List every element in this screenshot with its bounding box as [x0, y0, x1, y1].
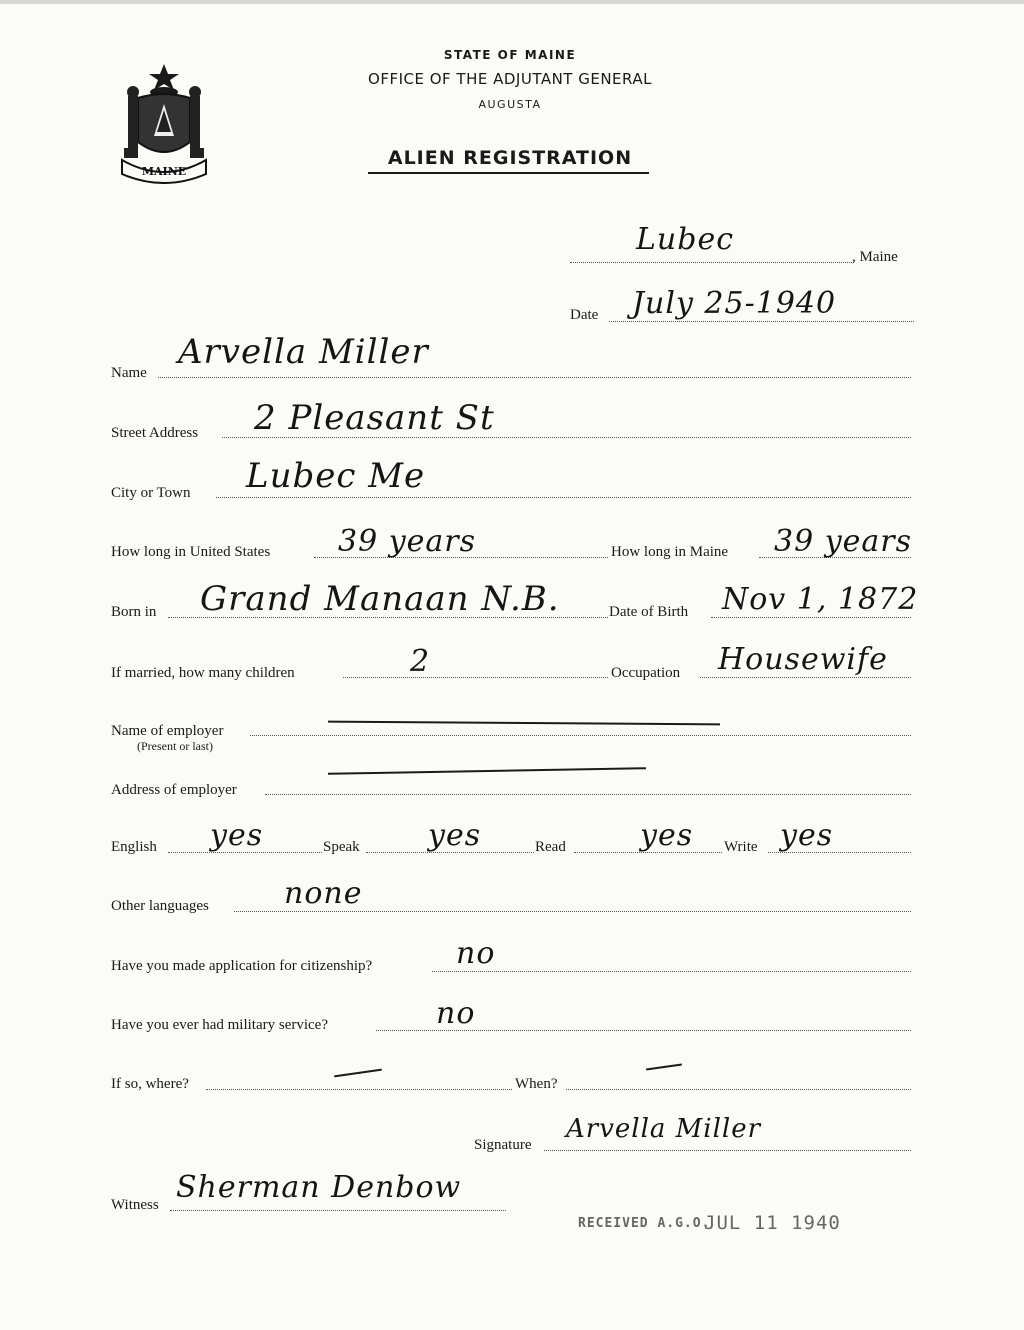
occupation-label: Occupation: [611, 665, 681, 681]
dob-label: Date of Birth: [609, 604, 689, 620]
employer-address-dash: [328, 767, 646, 775]
received-stamp-date: JUL 11 1940: [704, 1212, 841, 1234]
read-label: Read: [535, 839, 566, 855]
form-title: ALIEN REGISTRATION: [387, 147, 633, 169]
children-value: 2: [410, 644, 431, 679]
dob-value: Nov 1, 1872: [722, 582, 919, 617]
signature-value: Arvella Miller: [566, 1114, 762, 1144]
maine-label: How long in Maine: [611, 544, 729, 560]
employer-dash: [328, 721, 720, 726]
military-value: no: [436, 996, 476, 1031]
when-label: When?: [515, 1076, 558, 1092]
witness-value: Sherman Denbow: [176, 1170, 462, 1205]
header-office: OFFICE OF THE ADJUTANT GENERAL: [368, 70, 652, 88]
name-label: Name: [111, 365, 147, 381]
header-state: STATE OF MAINE: [443, 48, 577, 62]
street-value: 2 Pleasant St: [254, 398, 495, 438]
employer-address-label: Address of employer: [111, 782, 237, 798]
when-dash: [646, 1064, 682, 1071]
born-value: Grand Manaan N.B.: [200, 579, 560, 619]
place-suffix: , Maine: [852, 249, 898, 265]
signature-label: Signature: [474, 1137, 532, 1153]
us-label: How long in United States: [111, 544, 271, 560]
place-value: Lubec: [636, 222, 735, 257]
other-languages-label: Other languages: [111, 898, 209, 914]
children-label: If married, how many children: [111, 665, 295, 681]
us-value: 39 years: [338, 524, 477, 559]
speak-value: yes: [428, 818, 482, 853]
city-label: City or Town: [111, 485, 191, 501]
write-value: yes: [780, 818, 834, 853]
occupation-value: Housewife: [718, 642, 888, 677]
svg-text:MAINE: MAINE: [141, 165, 187, 178]
where-dash: [334, 1069, 382, 1078]
date-label: Date: [570, 307, 599, 323]
title-underline: [368, 172, 649, 174]
street-label: Street Address: [111, 425, 199, 441]
witness-label: Witness: [111, 1197, 159, 1213]
born-label: Born in: [111, 604, 157, 620]
citizenship-label: Have you made application for citizenship?: [111, 958, 373, 974]
read-value: yes: [640, 818, 694, 853]
city-value: Lubec Me: [246, 456, 426, 496]
english-value: yes: [210, 818, 264, 853]
military-label: Have you ever had military service?: [111, 1017, 328, 1033]
header-city: AUGUSTA: [478, 98, 542, 111]
write-label: Write: [724, 839, 758, 855]
employer-label: Name of employer: [111, 723, 224, 739]
where-label: If so, where?: [111, 1076, 189, 1092]
other-languages-value: none: [284, 876, 363, 911]
english-label: English: [111, 839, 157, 855]
citizenship-value: no: [456, 936, 496, 971]
speak-label: Speak: [323, 839, 360, 855]
name-value: Arvella Miller: [178, 332, 429, 372]
employer-sub-label: (Present or last): [137, 739, 213, 753]
maine-value: 39 years: [774, 524, 913, 559]
date-value: July 25-1940: [632, 286, 837, 321]
received-stamp-label: RECEIVED A.G.O.: [578, 1216, 711, 1231]
state-seal-icon: [108, 62, 220, 184]
